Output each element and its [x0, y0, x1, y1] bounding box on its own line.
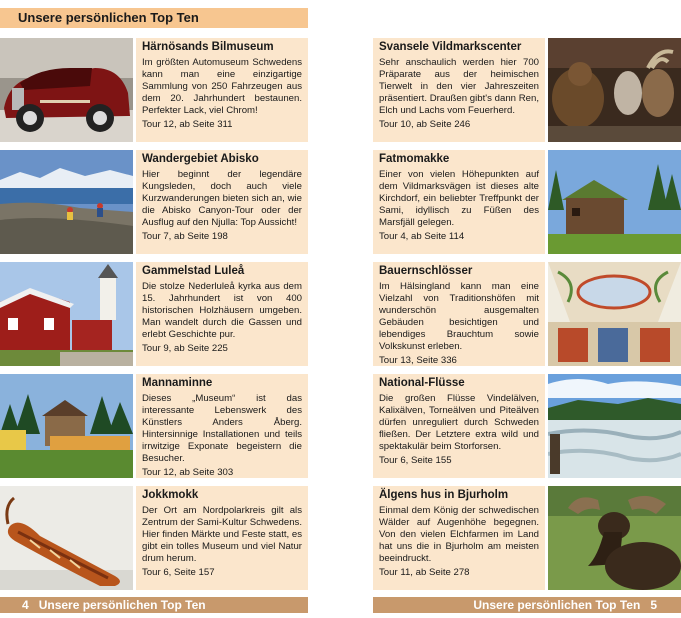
entry-title: Wandergebiet Abisko: [142, 153, 259, 165]
mountain-lake-hikers-photo: [0, 150, 133, 254]
entry-aelgens-hus: [373, 486, 681, 590]
entry-jokkmokk: [0, 486, 308, 590]
entry-title: Härnösands Bilmuseum: [142, 41, 274, 53]
page-footer: [373, 597, 681, 613]
entry-text: [136, 486, 308, 590]
river-rapids-photo: [548, 374, 681, 478]
entry-fatmomakke: [373, 150, 681, 254]
entry-text: [136, 38, 308, 142]
entry-svansele: [373, 38, 681, 142]
entry-gammelstad: [0, 262, 308, 366]
entry-mannaminne: [0, 374, 308, 478]
entry-text: [373, 262, 545, 366]
entry-title: Jokkmokk: [142, 489, 199, 501]
entry-title: National-Flüsse: [379, 377, 465, 389]
entry-tour-ref: Tour 9, ab Seite 225: [142, 343, 228, 354]
right-page: [373, 0, 681, 618]
red-church-village-photo: [0, 262, 133, 366]
page-header: Unsere persönlichen Top Ten: [0, 8, 308, 28]
entry-description: Die stolze Nederluleå kyrka aus dem 15. Jahrhundert ist von 400 historischen Holzhäusern umgeben. Man wandelt durch die Gassen und erlebt Geschichte pur.: [142, 281, 302, 340]
entry-description: Der Ort am Nordpolarkreis gilt als Zentrum der Sami-Kultur Schwedens. Hier finden Märkte und Feste statt, es gibt ein tolles Museum und viel Natur drum herum.: [142, 505, 302, 564]
entry-text: [373, 38, 545, 142]
footer-label: Unsere persönlichen Top Ten: [473, 598, 641, 612]
entry-tour-ref: Tour 10, ab Seite 246: [379, 119, 471, 130]
entry-tour-ref: Tour 13, Seite 336: [379, 355, 457, 366]
entry-tour-ref: Tour 4, ab Seite 114: [379, 231, 465, 242]
entry-title: Fatmomakke: [379, 153, 450, 165]
entry-tour-ref: Tour 6, Seite 155: [379, 455, 452, 466]
entry-description: Im größten Automuseum Schwedens kann man eine einzigartige Sammlung von 250 Fahrzeugen aus dem 20. Jahrhundert bestaunen. Perfekter Lack, viel Chrom!: [142, 57, 302, 116]
entry-abisko: [0, 150, 308, 254]
entry-title: Svansele Vildmarkscenter: [379, 41, 522, 53]
sami-cradle-photo: [0, 486, 133, 590]
entry-text: [373, 486, 545, 590]
stuffed-animals-photo: [548, 38, 681, 142]
entry-title: Älgens hus in Bjurholm: [379, 489, 509, 501]
entry-bauernschloesser: [373, 262, 681, 366]
vintage-red-car-photo: [0, 38, 133, 142]
painted-ceiling-photo: [548, 262, 681, 366]
page-footer: [0, 597, 308, 613]
entry-description: Dieses „Museum“ ist das interessante Lebenswerk des Künstlers Anders Åberg. Hintersinnige Installationen und teils irrwitzige Exponate begeistern die Besucher.: [142, 393, 302, 464]
entry-description: Einer von vielen Höhepunkten auf dem Vildmarksvägen ist dieses alte Kirchdorf, ein beliebter Treffpunkt der Sami, idyllisch zu Füßen des Marsfjäll gelegen.: [379, 169, 539, 228]
page-number: 4: [22, 598, 29, 612]
entry-text: [373, 374, 545, 478]
entry-tour-ref: Tour 7, ab Seite 198: [142, 231, 228, 242]
entry-tour-ref: Tour 11, ab Seite 278: [379, 567, 470, 578]
entry-description: Einmal dem König der schwedischen Wälder auf Augenhöhe begegnen. Von den vielen Elchfarmen im Land hat uns die in Bjurholm am meisten beeindruckt.: [379, 505, 539, 564]
entry-description: Sehr anschaulich werden hier 700 Präparate aus der heimischen Tierwelt in den vier Jahreszeiten präsentiert. Draußen gibt's dann Ren, Elch und Lachs vom Feuerherd.: [379, 57, 539, 116]
entry-title: Mannaminne: [142, 377, 213, 389]
museum-house-forest-photo: [0, 374, 133, 478]
entry-text: [373, 150, 545, 254]
entry-text: [136, 374, 308, 478]
entry-title: Bauernschlösser: [379, 265, 473, 277]
footer-label: Unsere persönlichen Top Ten: [38, 598, 206, 612]
entry-tour-ref: Tour 12, ab Seite 311: [142, 119, 233, 130]
entry-national-fluesse: [373, 374, 681, 478]
entry-bilmuseum: [0, 38, 308, 142]
entry-text: [136, 150, 308, 254]
entry-title: Gammelstad Luleå: [142, 265, 245, 277]
wooden-church-photo: [548, 150, 681, 254]
page-number: 5: [650, 598, 657, 612]
entry-description: Die großen Flüsse Vindelälven, Kalixälven, Torneälven und Piteälven dürfen unreguliert durch Schweden fließen. Der Letztere extra wild und spektakulär beim Storforsen.: [379, 393, 539, 452]
entry-tour-ref: Tour 6, Seite 157: [142, 567, 215, 578]
left-page: [0, 0, 308, 618]
moose-photo: [548, 486, 681, 590]
entry-description: Hier beginnt der legendäre Kungsleden, doch auch viele Kurzwanderungen bieten sich an, wie die Abisko Canyon-Tour oder der Ausflug auf den Njulla: Top Aussicht!: [142, 169, 302, 228]
entry-text: [136, 262, 308, 366]
entry-description: Im Hälsingland kann man eine Vielzahl von Traditionshöfen mit wunderschön ausgemalten Gebäuden besichtigen und lebendiges Brauchtum sowie Volkskunst erleben.: [379, 281, 539, 352]
entry-tour-ref: Tour 12, ab Seite 303: [142, 467, 234, 478]
